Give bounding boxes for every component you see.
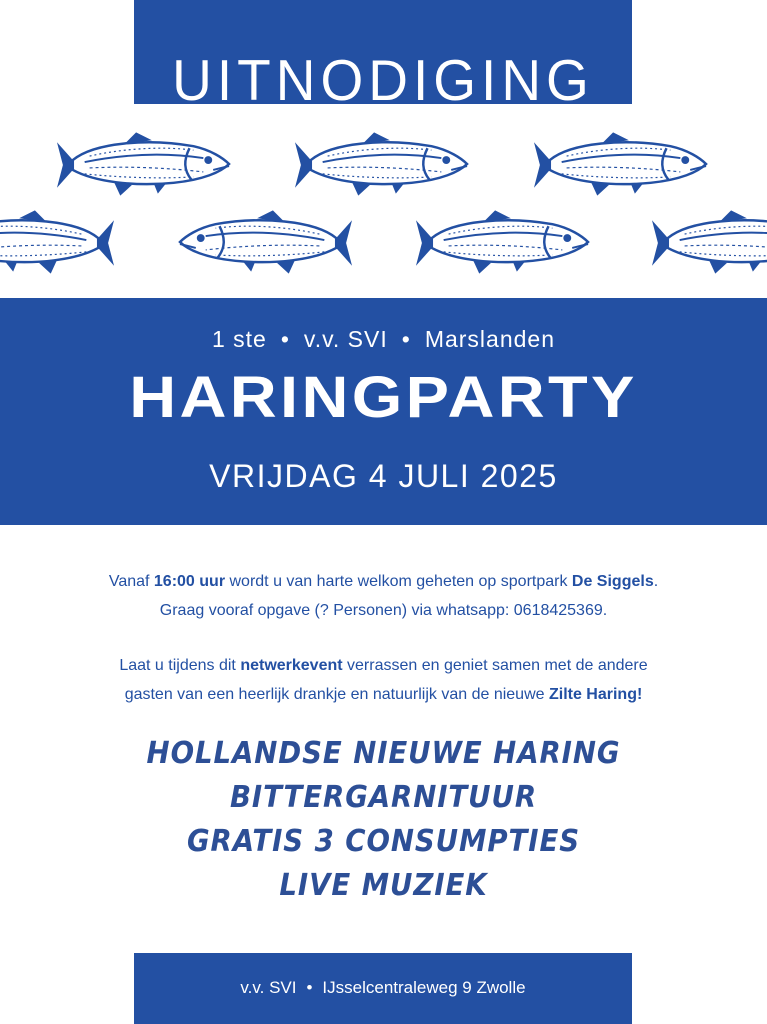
highlight-netwerkevent: netwerkevent <box>240 657 343 674</box>
highlight-zilte-haring: Zilte Haring! <box>548 686 643 703</box>
feature-item: BITTERGARNITUUR <box>229 780 538 815</box>
title-banner <box>134 0 632 104</box>
event-date: VRIJDAG 4 JULI 2025 <box>209 458 558 494</box>
separator: • <box>306 978 313 997</box>
herring-icon <box>293 130 471 200</box>
footer-club: v.v. SVI <box>240 978 297 997</box>
herring-icon <box>414 208 592 278</box>
footer-banner <box>134 953 632 1024</box>
footer-line <box>134 978 632 998</box>
networking-paragraph <box>0 651 767 709</box>
event-banner <box>0 298 767 525</box>
page-title: UITNODIGING <box>172 47 594 104</box>
footer-address: IJsselcentraleweg 9 Zwolle <box>322 978 526 997</box>
networking-line-2: gasten van een heerlijk drankje en natuurlijk van de nieuwe Zilte Haring! <box>124 686 643 703</box>
event-title: HARINGPARTY <box>129 365 638 430</box>
herring-icon <box>176 208 354 278</box>
event-subline <box>0 326 767 353</box>
feature-item: HOLLANDSE NIEUWE HARING <box>146 736 621 771</box>
networking-line-1: Laat u tijdens dit netwerkevent verrassen en geniet samen met de andere <box>119 657 648 674</box>
herring-pattern <box>0 104 767 298</box>
start-time: 16:00 uur <box>153 573 226 590</box>
club-name: v.v. SVI <box>303 326 388 352</box>
feature-list <box>0 732 767 908</box>
herring-icon <box>55 130 233 200</box>
herring-icon <box>0 208 116 278</box>
welcome-paragraph <box>0 567 767 625</box>
edition: 1 ste <box>211 326 267 352</box>
separator: • <box>401 326 411 352</box>
herring-icon <box>650 208 767 278</box>
separator: • <box>280 326 290 352</box>
location: Marslanden <box>424 326 555 352</box>
welcome-line: Vanaf 16:00 uur wordt u van harte welkom geheten op sportpark De Siggels. <box>108 573 659 590</box>
venue: De Siggels <box>571 573 654 590</box>
feature-item: LIVE MUZIEK <box>279 868 488 903</box>
herring-icon <box>532 130 710 200</box>
feature-item: GRATIS 3 CONSUMPTIES <box>186 824 581 859</box>
registration-line: Graag vooraf opgave (? Personen) via whatsapp: 0618425369. <box>159 602 608 619</box>
